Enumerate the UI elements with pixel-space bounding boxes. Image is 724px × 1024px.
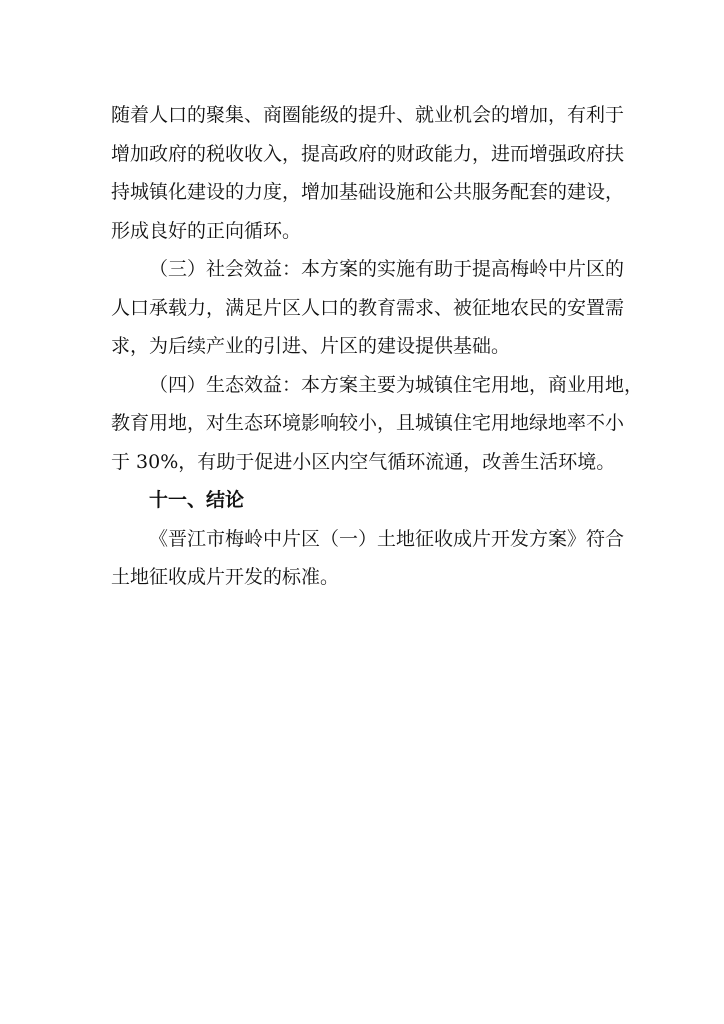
- paragraph-ecological-benefit: [111, 366, 644, 482]
- paragraph-line: 形成良好的正向循环。: [111, 219, 302, 242]
- paragraph-social-benefit: [111, 250, 625, 366]
- paragraph-conclusion: [111, 520, 625, 597]
- paragraph-line: 增加政府的税收收入，提高政府的财政能力，进而增强政府扶: [111, 142, 625, 165]
- paragraph-line: （三）社会效益：本方案的实施有助于提高梅岭中片区的: [149, 258, 625, 280]
- paragraph-line: 教育用地，对生态环境影响较小，且城镇住宅用地绿地率不小: [111, 412, 625, 434]
- paragraph-line: 求，为后续产业的引进、片区的建设提供基础。: [111, 335, 511, 357]
- paragraph-line: 土地征收成片开发的标准。: [111, 566, 340, 588]
- paragraph-line: 《晋江市梅岭中片区（一）土地征收成片开发方案》符合: [149, 527, 625, 550]
- paragraph-line: 人口承载力，满足片区人口的教育需求、被征地农民的安置需: [111, 296, 625, 319]
- paragraph-line: 随着人口的聚集、商圈能级的提升、就业机会的增加，有利于: [111, 104, 625, 126]
- paragraph-line: 于 30%，有助于促进小区内空气循环流通，改善生活环境。: [111, 450, 616, 473]
- paragraph-line: 持城镇化建设的力度，增加基础设施和公共服务配套的建设，: [111, 181, 625, 203]
- section-heading-conclusion: 十一、结论: [149, 489, 245, 511]
- paragraph-line: （四）生态效益：本方案主要为城镇住宅用地，商业用地，: [149, 373, 644, 396]
- document-body: [111, 96, 644, 597]
- paragraph-economic-benefit-continued: [111, 96, 625, 250]
